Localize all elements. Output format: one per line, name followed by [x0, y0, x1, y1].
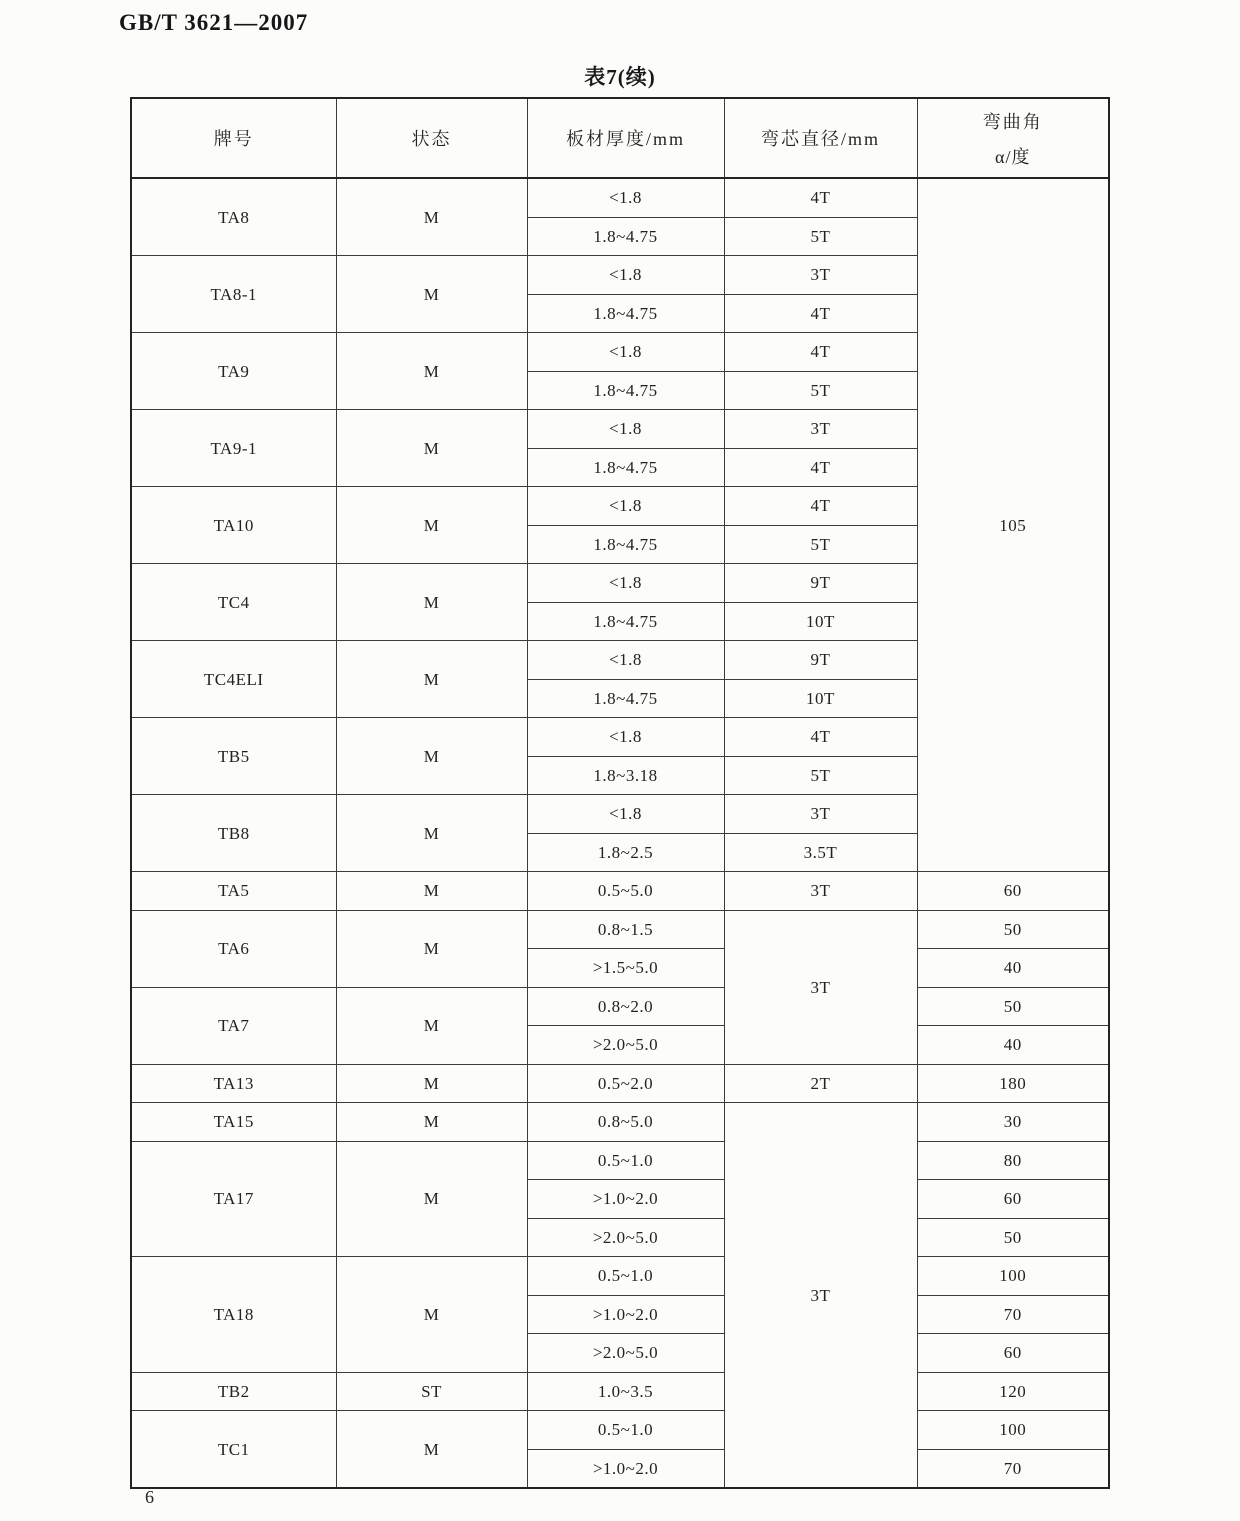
- table-cell: M: [336, 256, 527, 333]
- table-row: [131, 872, 1109, 911]
- table-cell: 80: [917, 1141, 1109, 1180]
- table-cell: >2.0~5.0: [527, 1026, 724, 1065]
- table-cell: TA6: [131, 910, 336, 987]
- table-cell: 4T: [724, 333, 917, 372]
- table-cell: M: [336, 564, 527, 641]
- table-cell: M: [336, 1064, 527, 1103]
- table-cell: 105: [917, 178, 1109, 872]
- table-cell: 2T: [724, 1064, 917, 1103]
- table-cell: 0.5~5.0: [527, 872, 724, 911]
- table-cell: TA8: [131, 178, 336, 256]
- table-cell: 3T: [724, 1103, 917, 1489]
- table-cell: 5T: [724, 525, 917, 564]
- table-cell: 70: [917, 1295, 1109, 1334]
- table-cell: TA5: [131, 872, 336, 911]
- table-cell: TA9-1: [131, 410, 336, 487]
- table-cell: M: [336, 718, 527, 795]
- table-cell: TA9: [131, 333, 336, 410]
- table-cell: 1.8~4.75: [527, 448, 724, 487]
- table-cell: 0.8~5.0: [527, 1103, 724, 1142]
- table-cell: TA8-1: [131, 256, 336, 333]
- table-cell: M: [336, 1257, 527, 1373]
- table-cell: TA10: [131, 487, 336, 564]
- table-cell: TA13: [131, 1064, 336, 1103]
- table-cell: 1.8~4.75: [527, 525, 724, 564]
- table-cell: 40: [917, 949, 1109, 988]
- table-cell: 1.8~4.75: [527, 371, 724, 410]
- table-cell: M: [336, 410, 527, 487]
- table-cell: 40: [917, 1026, 1109, 1065]
- table-cell: TB8: [131, 795, 336, 872]
- table-cell: TB5: [131, 718, 336, 795]
- table-cell: 4T: [724, 294, 917, 333]
- table-cell: 9T: [724, 641, 917, 680]
- table-cell: TA18: [131, 1257, 336, 1373]
- table-cell: 50: [917, 987, 1109, 1026]
- table-row: [131, 910, 1109, 949]
- table-title: 表7(续): [584, 65, 656, 89]
- table-cell: 9T: [724, 564, 917, 603]
- table-cell: <1.8: [527, 564, 724, 603]
- table-cell: >1.5~5.0: [527, 949, 724, 988]
- table-cell: 5T: [724, 217, 917, 256]
- table-cell: M: [336, 910, 527, 987]
- table-cell: 3T: [724, 256, 917, 295]
- table-cell: 3T: [724, 872, 917, 911]
- table-cell: 1.8~4.75: [527, 217, 724, 256]
- table-cell: 60: [917, 872, 1109, 911]
- table-cell: TC4ELI: [131, 641, 336, 718]
- table-cell: <1.8: [527, 333, 724, 372]
- table-cell: 4T: [724, 487, 917, 526]
- table-cell: 4T: [724, 448, 917, 487]
- table-cell: <1.8: [527, 410, 724, 449]
- standard-number: GB/T 3621—2007: [119, 10, 309, 35]
- table-row: [131, 1372, 1109, 1411]
- table-cell: 10T: [724, 602, 917, 641]
- table-cell: TC1: [131, 1411, 336, 1489]
- table-cell: 1.8~3.18: [527, 756, 724, 795]
- table-cell: 1.8~4.75: [527, 679, 724, 718]
- table-cell: 10T: [724, 679, 917, 718]
- table-cell: 0.8~1.5: [527, 910, 724, 949]
- column-header: 板材厚度/mm: [527, 98, 724, 178]
- table-cell: <1.8: [527, 178, 724, 217]
- table-row: [131, 1141, 1109, 1180]
- table-cell: 3T: [724, 795, 917, 834]
- table-cell: M: [336, 795, 527, 872]
- table-cell: 50: [917, 910, 1109, 949]
- table-row: [131, 1411, 1109, 1450]
- table-cell: <1.8: [527, 718, 724, 757]
- table-cell: 30: [917, 1103, 1109, 1142]
- table-row: [131, 1064, 1109, 1103]
- table-cell: 180: [917, 1064, 1109, 1103]
- table-cell: 4T: [724, 718, 917, 757]
- table-cell: 1.8~4.75: [527, 602, 724, 641]
- table-cell: TA17: [131, 1141, 336, 1257]
- table-cell: >2.0~5.0: [527, 1218, 724, 1257]
- table-cell: 100: [917, 1411, 1109, 1450]
- table-cell: 5T: [724, 371, 917, 410]
- table-row: [131, 1257, 1109, 1296]
- table-cell: <1.8: [527, 256, 724, 295]
- table-header-row: [131, 98, 1109, 178]
- table-cell: M: [336, 487, 527, 564]
- table-row: [131, 178, 1109, 217]
- table-cell: 3T: [724, 910, 917, 1064]
- table-cell: 0.5~1.0: [527, 1257, 724, 1296]
- table-cell: 5T: [724, 756, 917, 795]
- table-cell: 0.5~1.0: [527, 1141, 724, 1180]
- column-header: 状态: [336, 98, 527, 178]
- table-cell: TA15: [131, 1103, 336, 1142]
- table-cell: 1.8~4.75: [527, 294, 724, 333]
- table-cell: 1.8~2.5: [527, 833, 724, 872]
- bend-test-table: [130, 97, 1110, 1489]
- table-cell: ST: [336, 1372, 527, 1411]
- table-cell: 60: [917, 1180, 1109, 1219]
- table-cell: <1.8: [527, 795, 724, 834]
- table-cell: >1.0~2.0: [527, 1180, 724, 1219]
- table-cell: M: [336, 1141, 527, 1257]
- table-cell: >1.0~2.0: [527, 1449, 724, 1488]
- table-cell: 100: [917, 1257, 1109, 1296]
- table-cell: 0.5~2.0: [527, 1064, 724, 1103]
- table-cell: 3T: [724, 410, 917, 449]
- table-cell: M: [336, 1103, 527, 1142]
- table-cell: 70: [917, 1449, 1109, 1488]
- table-cell: TC4: [131, 564, 336, 641]
- table-cell: 4T: [724, 178, 917, 217]
- column-header: 牌号: [131, 98, 336, 178]
- table-cell: M: [336, 1411, 527, 1489]
- table-cell: >1.0~2.0: [527, 1295, 724, 1334]
- table-cell: 50: [917, 1218, 1109, 1257]
- table-cell: M: [336, 987, 527, 1064]
- table-cell: <1.8: [527, 487, 724, 526]
- table-cell: 3.5T: [724, 833, 917, 872]
- table-cell: M: [336, 178, 527, 256]
- column-header: 弯曲角 α/度: [917, 98, 1109, 178]
- table-cell: TA7: [131, 987, 336, 1064]
- table-cell: 0.5~1.0: [527, 1411, 724, 1450]
- table-cell: TB2: [131, 1372, 336, 1411]
- table-cell: <1.8: [527, 641, 724, 680]
- column-header: 弯芯直径/mm: [724, 98, 917, 178]
- table-cell: M: [336, 333, 527, 410]
- table-cell: >2.0~5.0: [527, 1334, 724, 1373]
- table-row: [131, 1103, 1109, 1142]
- table-cell: 60: [917, 1334, 1109, 1373]
- table-cell: M: [336, 641, 527, 718]
- table-cell: 120: [917, 1372, 1109, 1411]
- table-row: [131, 987, 1109, 1026]
- table-cell: 1.0~3.5: [527, 1372, 724, 1411]
- page-number: 6: [145, 1487, 154, 1507]
- table-cell: M: [336, 872, 527, 911]
- table-cell: 0.8~2.0: [527, 987, 724, 1026]
